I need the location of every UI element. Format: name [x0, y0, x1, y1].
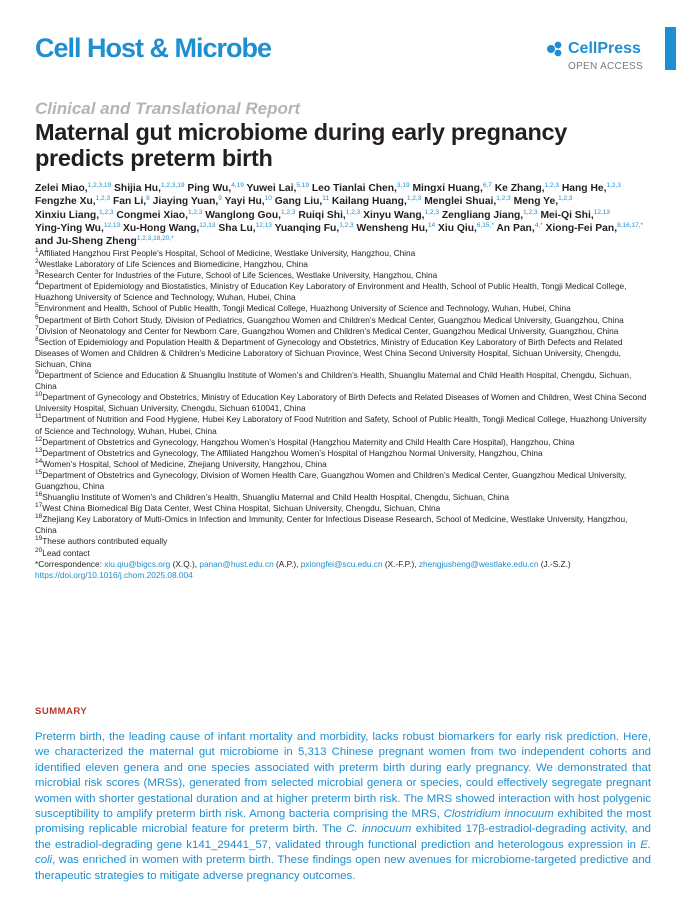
open-access-label: OPEN ACCESS	[568, 61, 643, 72]
author-text: Mingxi Huang,	[412, 183, 483, 194]
affiliation-item	[35, 536, 651, 547]
author-name	[225, 196, 272, 207]
author-text: Jiaying Yuan,	[152, 196, 219, 208]
journal-title: Cell Host & Microbe	[35, 33, 272, 63]
affiliation-item	[35, 437, 651, 448]
affiliations-block	[35, 248, 651, 581]
author-affiliation-marker[interactable]: 9	[218, 195, 222, 203]
author-name	[113, 196, 150, 207]
author-name	[35, 223, 120, 234]
author-name	[187, 183, 244, 194]
author-affiliation-marker[interactable]: 4,19	[231, 182, 244, 189]
author-text: Leo Tianlai Chen,	[311, 183, 397, 194]
affiliation-number: 5	[35, 302, 39, 310]
author-affiliation-marker[interactable]: 1,2,3	[424, 208, 440, 216]
affiliation-text: Lead contact	[42, 547, 90, 558]
species-name: E. coli	[35, 838, 651, 867]
author-name	[312, 183, 410, 194]
author-text: Hang He,	[561, 183, 607, 194]
author-text: An Pan,	[496, 222, 535, 234]
affiliation-item	[35, 315, 651, 326]
affiliation-item	[35, 470, 651, 492]
author-text: Xu-Hong Wang,	[122, 222, 200, 234]
author-text: Shijia Hu,	[114, 183, 161, 194]
author-affiliation-marker[interactable]: 12,13	[593, 208, 610, 216]
author-affiliation-marker[interactable]: 12,13	[103, 221, 121, 229]
cellpress-logo[interactable]	[546, 40, 643, 58]
affiliation-text: Affiliated Hangzhou First People’s Hospital, School of Medicine, Westlake University, Hangzhou, China	[38, 248, 416, 258]
affiliation-number: 7	[35, 324, 39, 332]
author-text: Fan Li,	[112, 196, 147, 208]
author-text: Zelei Miao,	[35, 183, 88, 194]
article-type: Clinical and Translational Report	[35, 99, 301, 118]
author-affiliation-marker[interactable]: 1,2,3	[523, 208, 538, 216]
author-text: Yuanqing Fu,	[274, 222, 340, 234]
article-title: Maternal gut microbiome during early pregnancy predicts preterm birth	[35, 119, 568, 171]
affiliation-item	[35, 503, 651, 514]
email-link[interactable]: pxiongfei@scu.edu.cn	[300, 558, 383, 569]
author-text: Xiong-Fei Pan,	[545, 222, 618, 234]
author-name	[332, 196, 421, 207]
author-affiliation-marker[interactable]: 1,2,3	[544, 182, 559, 189]
correspondence	[35, 559, 651, 570]
affiliation-item	[35, 448, 651, 459]
email-link[interactable]: panan@hust.edu.cn	[199, 558, 274, 569]
author-affiliation-marker[interactable]: 1,2,3,19	[87, 182, 112, 189]
author-name	[363, 210, 439, 221]
author-affiliation-marker[interactable]: 1,2,3	[95, 195, 111, 203]
affiliation-text: Shuangliu Institute of Women’s and Children’s Health, Shuangliu Maternal and Child Health Hospital, Chengdu, Sichuan, China	[42, 492, 509, 503]
affiliation-item	[35, 270, 651, 281]
affiliation-number: 4	[35, 280, 39, 288]
author-list	[35, 182, 651, 248]
author-name	[442, 210, 538, 221]
author-text: Zengliang Jiang,	[441, 209, 524, 221]
affiliation-item	[35, 370, 651, 392]
author-name	[496, 223, 542, 234]
author-text: Xinyu Wang,	[363, 209, 425, 221]
publisher-name: CellPress	[568, 40, 641, 57]
summary-part: , was enriched in women with preterm birth. These findings open new avenues for microbiome-targeted predictive and therapeutic strategies to mitigate adverse pregnancy outcomes.	[35, 854, 651, 882]
affiliation-text: Department of Epidemiology and Biostatistics, Ministry of Education Key Laboratory of Environment and Health, School of Public Health, Tongji Medical College, Huazhong University of Science and Technology, Wuhan, Hubei, China	[35, 281, 627, 303]
affiliation-number: 15	[35, 468, 43, 476]
author-name	[514, 196, 573, 207]
affiliation-text: Zhejiang Key Laboratory of Multi-Omics in Infection and Immunity, Center for Infectious Disease Research, School of Medicine, Westlake University, Hangzhou, China	[35, 514, 628, 536]
affiliation-number: 1	[35, 247, 39, 254]
affiliation-text: Department of Obstetrics and Gynecology, Division of Women Health Care, Guangzhou Women and Children’s Medical Center, Guangzhou Medical University, Guangzhou, China	[35, 469, 627, 491]
author-name	[275, 223, 354, 234]
author-name	[35, 210, 114, 221]
author-affiliation-marker[interactable]: 1,2,3	[280, 208, 296, 216]
affiliation-text: Department of Science and Education & Shuangliu Institute of Women’s and Children’s Health, Shuangliu Maternal and Child Health Hospital, Chengdu, Sichuan, China	[35, 370, 632, 392]
affiliation-text: Westlake Laboratory of Life Sciences and Biomedicine, Hangzhou, China	[38, 259, 308, 270]
author-affiliation-marker[interactable]: 1,2,3	[345, 208, 361, 216]
affiliation-item	[35, 414, 651, 436]
author-affiliation-marker[interactable]: 11	[322, 195, 330, 203]
affiliation-item	[35, 259, 651, 270]
species-name: C. innocuum	[346, 823, 412, 836]
author-text: Xiu Qiu,	[437, 222, 477, 234]
affiliation-text: Research Center for Industries of the Future, School of Life Sciences, Westlake University, Hangzhou, China	[38, 270, 438, 281]
author-name	[247, 183, 309, 194]
affiliation-text: Environment and Health, School of Public Health, Tongji Medical College, Huazhong University of Science and Technology, Wuhan, Hubei, China	[38, 303, 571, 314]
author-affiliation-marker[interactable]: 8,16,17,*	[617, 221, 644, 229]
affiliation-number: 18	[35, 513, 43, 521]
author-affiliation-marker[interactable]: 1,2,3	[187, 208, 203, 216]
author-text: Ke Zhang,	[494, 183, 545, 194]
author-text: Sha Lu,	[218, 222, 256, 234]
affiliation-item	[35, 281, 651, 303]
summary-part: exhibited the most promising replicable microbial feature for preterm birth. The	[35, 808, 651, 836]
affiliation-number: 11	[35, 413, 42, 421]
author-affiliation-marker[interactable]: 1,2,3,18,20,*	[136, 235, 174, 243]
author-name	[275, 196, 329, 207]
author-affiliation-marker[interactable]: 1,2,3,19	[160, 182, 185, 189]
affiliation-item	[35, 548, 651, 559]
affiliation-text: Division of Neonatology and Center for Newborn Care, Guangzhou Women and Children’s Medical Center, Guangzhou Medical University, Guangzhou, China	[38, 325, 619, 336]
affiliation-text: Section of Epidemiology and Population Health & Department of Gynecology and Obstetrics, Ministry of Education Key Laboratory of Birth Defects and Related Diseases of Women and Children & Children’s Medicine Laboratory of Sichuan Province, West China Second University Hospital, Sichuan University, Chengdu, Sichuan, China	[35, 336, 623, 369]
affiliation-number: 3	[35, 269, 39, 277]
correspondence-label: *Correspondence:	[35, 558, 102, 569]
author-name	[438, 223, 494, 234]
author-text: Ping Wu,	[187, 183, 232, 194]
author-affiliation-marker[interactable]: 3,19	[396, 182, 410, 189]
author-affiliation-marker[interactable]: 1,2,3	[496, 195, 511, 203]
email-initials: (A.P.),	[273, 558, 299, 569]
affiliation-list	[35, 248, 651, 559]
author-name	[540, 210, 610, 221]
cellpress-logo-icon	[546, 40, 564, 58]
author-text: Wanglong Gou,	[205, 209, 281, 221]
affiliation-text: Department of Gynecology and Obstetrics, Ministry of Education Key Laboratory of Birth Defects and Related Diseases of Women and Children, West China Second University Hospital, Sichuan University, Chengdu, Sichuan 610041, China	[35, 392, 647, 414]
author-name	[424, 196, 511, 207]
author-text: Yayi Hu,	[224, 196, 265, 208]
author-affiliation-marker[interactable]: 8	[146, 195, 150, 203]
affiliation-number: 17	[35, 502, 43, 510]
author-affiliation-marker[interactable]: 14	[427, 221, 436, 229]
email-initials: (X.-F.P.),	[382, 558, 417, 569]
affiliation-item	[35, 303, 651, 314]
author-text: Yuwei Lai,	[246, 183, 297, 194]
author-text: Gang Liu,	[274, 196, 323, 208]
author-name	[298, 210, 360, 221]
summary-heading: SUMMARY	[35, 706, 88, 717]
author-affiliation-marker[interactable]: 12,13	[255, 221, 272, 229]
affiliation-item	[35, 514, 651, 536]
affiliation-text: Department of Obstetrics and Gynecology, Hangzhou Women’s Hospital (Hangzhou Maternity and Child Health Care Hospital), Hangzhou, China	[42, 436, 575, 447]
affiliation-item	[35, 392, 651, 414]
author-affiliation-marker[interactable]: 10	[264, 195, 272, 203]
author-name	[123, 223, 216, 234]
author-affiliation-marker[interactable]: 1,2,3	[339, 221, 354, 229]
author-name	[114, 183, 184, 194]
email-link[interactable]: xiu.qiu@bigcs.org	[104, 558, 171, 569]
author-name	[546, 223, 644, 234]
author-name	[562, 183, 621, 194]
affiliation-number: 19	[35, 535, 43, 543]
summary-part: exhibited 17β-estradiol-degrading activity, and the estradiol-degrading gene k141_29441_57, validated through functional prediction and heterologous expression in	[35, 823, 651, 851]
author-name	[35, 196, 110, 207]
author-name	[357, 223, 436, 234]
affiliation-text: Department of Obstetrics and Gynecology, The Affiliated Hangzhou Women’s Hospital of Hangzhou Normal University, Hangzhou, China	[42, 447, 543, 458]
author-text: Fengzhe Xu,	[35, 196, 96, 208]
author-text: Mei-Qi Shi,	[540, 209, 594, 221]
affiliation-text: Department of Birth Cohort Study, Division of Pediatrics, Guangzhou Women and Children’s Medical Center, Guangzhou Medical University, Guangzhou, China	[38, 314, 624, 325]
affiliation-number: 16	[35, 491, 43, 499]
affiliation-number: 13	[35, 446, 43, 454]
author-text: Meng Ye,	[513, 196, 559, 208]
author-affiliation-marker[interactable]: 5,19	[296, 182, 309, 189]
author-affiliation-marker[interactable]: 6,15,*	[476, 221, 494, 229]
author-text: Ruiqi Shi,	[298, 209, 346, 221]
author-text: Kailang Huang,	[331, 196, 407, 208]
author-text: Congmei Xiao,	[116, 209, 188, 221]
affiliation-text: These authors contributed equally	[42, 536, 168, 547]
author-affiliation-marker[interactable]: 12,13	[199, 221, 216, 229]
affiliation-item	[35, 492, 651, 503]
author-name	[205, 210, 295, 221]
affiliation-text: Department of Nutrition and Food Hygiene, Hubei Key Laboratory of Food Nutrition and Safety, School of Public Health, Tongji Medical College, Huazhong University of Science and Technology, Wuhan, Hubei, China	[35, 414, 647, 436]
author-text: Ying-Ying Wu,	[35, 222, 104, 234]
author-name	[412, 183, 491, 194]
author-affiliation-marker[interactable]: 1,2,3	[99, 208, 114, 216]
author-name	[35, 183, 111, 194]
affiliation-number: 10	[35, 391, 43, 399]
author-name	[218, 223, 271, 234]
affiliation-item	[35, 459, 651, 470]
cellpress-branding	[546, 40, 643, 72]
affiliation-item	[35, 248, 651, 259]
author-affiliation-marker[interactable]: 1,2,3	[558, 195, 573, 203]
author-name	[153, 196, 222, 207]
author-text: Xinxiu Liang,	[35, 209, 100, 221]
affiliation-number: 14	[35, 457, 43, 465]
email-initials: (J.-S.Z.)	[538, 558, 571, 569]
author-text: and Ju-Sheng Zheng	[35, 236, 137, 248]
author-name	[116, 210, 202, 221]
author-affiliation-marker[interactable]: 1,2,3	[606, 182, 621, 189]
doi-link[interactable]: https://doi.org/10.1016/j.chom.2025.08.004	[35, 569, 193, 580]
affiliation-number: 20	[35, 546, 43, 554]
author-text: Menglei Shuai,	[424, 196, 497, 208]
author-name	[35, 236, 174, 247]
affiliation-number: 8	[35, 335, 39, 343]
affiliation-number: 2	[35, 258, 39, 266]
affiliation-number: 9	[35, 369, 39, 377]
affiliation-text: Women’s Hospital, School of Medicine, Zhejiang University, Hangzhou, China	[42, 458, 327, 469]
author-name	[495, 183, 559, 194]
author-affiliation-marker[interactable]: 1,2,3	[406, 195, 422, 203]
summary-text	[35, 730, 651, 884]
header-accent-bar	[665, 27, 676, 70]
affiliation-number: 12	[35, 435, 43, 443]
affiliation-number: 6	[35, 313, 39, 321]
summary-part: Preterm birth, the leading cause of infant mortality and morbidity, lacks robust biomarkers for early risk prediction. Here, we characterized the maternal gut microbiome in 5,313 Chinese pregnant women from two independent cohorts and identified eleven genera and one species associated with preterm birth during early pregnancy. We demonstrated that microbial risk scores (MRSs), generated from selected microbial genera or species, could effectively segregate pregnant women with shorter gestational duration and at higher preterm birth risk. The MRS showed interaction with host polygenic susceptibility to amplify preterm birth risk. Among bacteria comprising the MRS,	[35, 731, 651, 821]
affiliation-item	[35, 337, 651, 370]
author-affiliation-marker[interactable]: 6,7	[482, 182, 492, 189]
affiliation-item	[35, 326, 651, 337]
email-initials: (X.Q.),	[170, 558, 198, 569]
species-name: Clostridium innocuum	[443, 808, 554, 821]
author-affiliation-marker[interactable]: 4,*	[534, 221, 543, 229]
affiliation-text: West China Biomedical Big Data Center, West China Hospital, Sichuan University, Chengdu, Sichuan, China	[42, 503, 441, 514]
email-link[interactable]: zhengjusheng@westlake.edu.cn	[418, 558, 539, 569]
author-text: Wensheng Hu,	[356, 222, 428, 234]
